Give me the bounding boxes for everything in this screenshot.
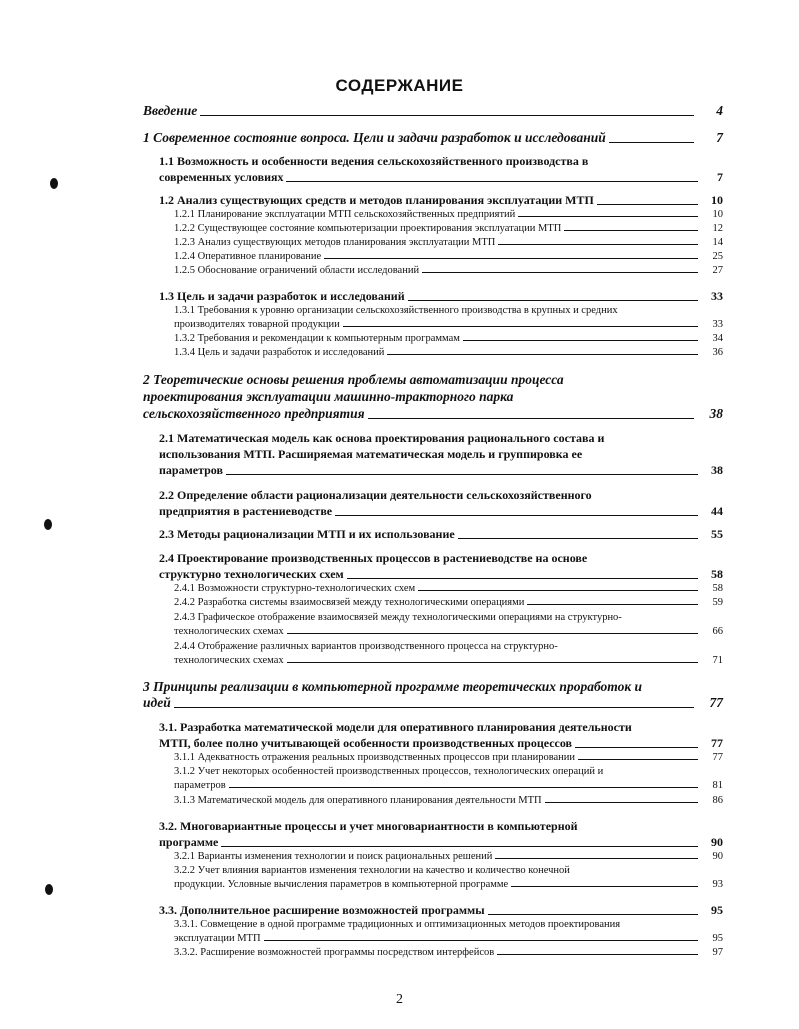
page-title: СОДЕРЖАНИЕ bbox=[335, 76, 464, 95]
leader-line bbox=[387, 354, 698, 355]
toc-entry-text: продукции. Условные вычисления параметров в компьютерной программе bbox=[174, 879, 509, 890]
toc-entry-1-3-2[interactable] bbox=[174, 333, 723, 344]
toc-entry-text: 3.1.1 Адекватность отражения реальных производственных процессов при планировании bbox=[174, 752, 576, 763]
toc-entry-text: 1.3 Цель и задачи разработок и исследований bbox=[159, 289, 405, 303]
toc-entry-2-3[interactable] bbox=[159, 527, 723, 542]
leader-line bbox=[287, 662, 698, 663]
toc-entry-text: структурно технологических схем bbox=[159, 567, 344, 581]
toc-entry-1-1[interactable] bbox=[159, 170, 723, 185]
toc-page-number: 38 bbox=[711, 463, 723, 477]
toc-entry-2-1[interactable] bbox=[159, 463, 723, 478]
toc-page-number: 27 bbox=[712, 265, 723, 276]
toc-entry-line: 2.4.3 Графическое отображение взаимосвязей между технологическими операциями на структурно- bbox=[174, 612, 622, 623]
toc-entry-line: 2.4.4 Отображение различных вариантов производственного процесса на структурно- bbox=[174, 641, 558, 652]
toc-entry-1-2-1[interactable] bbox=[174, 209, 723, 220]
toc-entry-1-2-2[interactable] bbox=[174, 223, 723, 234]
toc-entry-chapter-3[interactable] bbox=[143, 695, 723, 711]
leader-line bbox=[511, 886, 698, 887]
toc-page-number: 93 bbox=[712, 879, 723, 890]
toc-entry-1-2-5[interactable] bbox=[174, 265, 723, 276]
leader-line bbox=[463, 340, 698, 341]
leader-line bbox=[347, 578, 698, 579]
toc-page-number: 33 bbox=[711, 289, 723, 303]
leader-line bbox=[575, 747, 698, 748]
toc-entry-text: 3.3. Дополнительное расширение возможностей программы bbox=[159, 903, 485, 917]
toc-entry-line: 3.1.2 Учет некоторых особенностей производственных процессов, технологических операций и bbox=[174, 766, 604, 777]
toc-entry-3-1-3[interactable] bbox=[174, 795, 723, 806]
toc-entry-3-3-1[interactable] bbox=[174, 933, 723, 944]
toc-entry-text: 1 Современное состояние вопроса. Цели и задачи разработок и исследований bbox=[143, 130, 606, 145]
toc-entry-3-2-1[interactable] bbox=[174, 851, 723, 862]
leader-line bbox=[287, 633, 698, 634]
toc-entry-text: 1.2.4 Оперативное планирование bbox=[174, 251, 322, 262]
toc-page-number: 90 bbox=[712, 851, 723, 862]
toc-entry-3-2-2[interactable] bbox=[174, 879, 723, 890]
leader-line bbox=[518, 216, 698, 217]
toc-entry-2-4-3[interactable] bbox=[174, 626, 723, 637]
toc-entry-3-3[interactable] bbox=[159, 903, 723, 918]
toc-entry-text: 3.3.2. Расширение возможностей программы посредством интерфейсов bbox=[174, 947, 495, 958]
toc-entry-line: 2.1 Математическая модель как основа проектирования рационального состава и bbox=[159, 431, 605, 445]
toc-entry-3-3-2[interactable] bbox=[174, 947, 723, 958]
punch-hole-mark bbox=[44, 519, 52, 530]
toc-entry-text: программе bbox=[159, 835, 219, 849]
toc-entry-text: технологических схемах bbox=[174, 626, 284, 637]
toc-entry-1-2[interactable] bbox=[159, 193, 723, 208]
toc-entry-chapter-1[interactable] bbox=[143, 130, 723, 146]
leader-line bbox=[408, 300, 698, 301]
toc-entry-line: 2.4 Проектирование производственных процессов в растениеводстве на основе bbox=[159, 551, 588, 565]
toc-page-number: 81 bbox=[712, 780, 723, 791]
leader-line bbox=[368, 418, 694, 419]
toc-entry-1-3-1[interactable] bbox=[174, 319, 723, 330]
leader-line bbox=[264, 940, 698, 941]
toc-page-number: 95 bbox=[712, 933, 723, 944]
toc-page-number: 71 bbox=[712, 655, 723, 666]
toc-page-number: 59 bbox=[712, 597, 723, 608]
toc-page-number: 14 bbox=[712, 237, 723, 248]
toc-entry-text: 3.1.3 Математической модель для оперативного планирования деятельности МТП bbox=[174, 795, 542, 806]
toc-entry-line: 3.1. Разработка математической модели для оперативного планирования деятельности bbox=[159, 720, 632, 734]
toc-page-number: 97 bbox=[712, 947, 723, 958]
toc-entry-1-2-4[interactable] bbox=[174, 251, 723, 262]
leader-line bbox=[286, 181, 698, 182]
punch-hole-mark bbox=[45, 884, 53, 895]
leader-line bbox=[545, 802, 698, 803]
toc-entry-text: эксплуатации МТП bbox=[174, 933, 261, 944]
toc-entry-text: МТП, более полно учитывающей особенности производственных процессов bbox=[159, 736, 573, 750]
toc-page-number: 77 bbox=[709, 695, 723, 710]
toc-entry-2-4-4[interactable] bbox=[174, 655, 723, 666]
leader-line bbox=[564, 230, 698, 231]
toc-entry-text: параметров bbox=[159, 463, 223, 477]
toc-entry-text: 1.3.4 Цель и задачи разработок и исследований bbox=[174, 347, 385, 358]
toc-entry-2-2[interactable] bbox=[159, 504, 723, 519]
leader-line bbox=[422, 272, 698, 273]
toc-entry-text: современных условиях bbox=[159, 170, 284, 184]
leader-line bbox=[226, 474, 698, 475]
toc-entry-line: 1.3.1 Требования к уровню организации сельскохозяйственного производства в крупных и средних bbox=[174, 305, 618, 316]
leader-line bbox=[200, 115, 694, 116]
toc-page-number: 7 bbox=[716, 130, 723, 145]
leader-line bbox=[497, 954, 698, 955]
toc-entry-line: 1.1 Возможность и особенности ведения сельскохозяйственного производства в bbox=[159, 154, 589, 168]
toc-page-number: 77 bbox=[711, 736, 723, 750]
toc-entry-line: 2 Теоретические основы решения проблемы автоматизации процесса bbox=[143, 372, 564, 387]
toc-page-number: 86 bbox=[712, 795, 723, 806]
toc-entry-text: идей bbox=[143, 695, 171, 710]
toc-entry-line: 3.2.2 Учет влияния вариантов изменения технологии на качество и количество конечной bbox=[174, 865, 570, 876]
toc-page-number: 7 bbox=[717, 170, 723, 184]
toc-entry-text: 1.2 Анализ существующих средств и методов планирования эксплуатации МТП bbox=[159, 193, 594, 207]
toc-entry-chapter-2[interactable] bbox=[143, 406, 723, 422]
toc-entry-1-2-3[interactable] bbox=[174, 237, 723, 248]
toc-entry-2-4-1[interactable] bbox=[174, 583, 723, 594]
toc-entry-text: предприятия в растениеводстве bbox=[159, 504, 333, 518]
toc-page-number: 66 bbox=[712, 626, 723, 637]
leader-line bbox=[324, 258, 698, 259]
toc-entry-text: Введение bbox=[143, 103, 198, 118]
toc-page-number: 58 bbox=[712, 583, 723, 594]
toc-entry-3-2[interactable] bbox=[159, 835, 723, 850]
toc-page-number: 77 bbox=[712, 752, 723, 763]
toc-entry-1-3-4[interactable] bbox=[174, 347, 723, 358]
toc-entry-2-4[interactable] bbox=[159, 567, 723, 582]
toc-entry-text: 2.4.1 Возможности структурно-технологических схем bbox=[174, 583, 416, 594]
leader-line bbox=[488, 914, 698, 915]
toc-entry-text: технологических схемах bbox=[174, 655, 284, 666]
toc-entry-line: 3 Принципы реализации в компьютерной программе теоретических проработок и bbox=[143, 679, 643, 694]
leader-line bbox=[527, 604, 698, 605]
toc-entry-text: 3.2.1 Варианты изменения технологии и поиск рациональных решений bbox=[174, 851, 493, 862]
toc-entry-line: 2.2 Определение области рационализации деятельности сельскохозяйственного bbox=[159, 488, 592, 502]
toc-entry-line: 3.2. Многовариантные процессы и учет многовариантности в компьютерной bbox=[159, 819, 578, 833]
toc-entry-text: 2.4.2 Разработка системы взаимосвязей между технологическими операциями bbox=[174, 597, 525, 608]
toc-page-number: 44 bbox=[711, 504, 723, 518]
toc-page-number: 25 bbox=[712, 251, 723, 262]
toc-entry-1-3[interactable] bbox=[159, 289, 723, 304]
leader-line bbox=[495, 858, 698, 859]
toc-entry-line: проектирования эксплуатации машинно-тракторного парка bbox=[143, 389, 514, 404]
toc-page-number: 58 bbox=[711, 567, 723, 581]
toc-entry-line: 3.3.1. Совмещение в одной программе традиционных и оптимизационных методов проектирования bbox=[174, 919, 621, 930]
toc-entry-3-1-1[interactable] bbox=[174, 752, 723, 763]
leader-line bbox=[597, 204, 698, 205]
leader-line bbox=[418, 590, 698, 591]
toc-entry-text: производителях товарной продукции bbox=[174, 319, 340, 330]
toc-entry-text: 2.3 Методы рационализации МТП и их использование bbox=[159, 527, 455, 541]
toc-page-number: 10 bbox=[711, 193, 723, 207]
leader-line bbox=[221, 846, 698, 847]
leader-line bbox=[458, 538, 698, 539]
toc-entry-text: 1.2.1 Планирование эксплуатации МТП сельскохозяйственных предприятий bbox=[174, 209, 516, 220]
toc-entry-3-1[interactable] bbox=[159, 736, 723, 751]
toc-entry-text: 1.2.3 Анализ существующих методов планирования эксплуатации МТП bbox=[174, 237, 496, 248]
toc-entry-text: 1.2.2 Существующее состояние компьютеризации проектирования эксплуатации МТП bbox=[174, 223, 562, 234]
leader-line bbox=[578, 759, 698, 760]
toc-entry-text: сельскохозяйственного предприятия bbox=[143, 406, 365, 421]
toc-entry-text: 1.3.2 Требования и рекомендации к компьютерным программам bbox=[174, 333, 460, 344]
toc-page-number: 12 bbox=[712, 223, 723, 234]
leader-line bbox=[498, 244, 698, 245]
toc-page-number: 36 bbox=[712, 347, 723, 358]
toc-page-number: 55 bbox=[711, 527, 723, 541]
toc-page-number: 4 bbox=[716, 103, 723, 118]
toc-entry-text: 1.2.5 Обоснование ограничений области исследований bbox=[174, 265, 420, 276]
leader-line bbox=[174, 707, 694, 708]
toc-entry-line: использования МТП. Расширяемая математическая модель и группировка ее bbox=[159, 447, 583, 461]
toc-entry-text: параметров bbox=[174, 780, 226, 791]
toc-page-number: 38 bbox=[709, 406, 723, 421]
toc-entry-intro[interactable] bbox=[143, 103, 723, 119]
toc-page-number: 33 bbox=[712, 319, 723, 330]
toc-page-number: 34 bbox=[712, 333, 723, 344]
punch-hole-mark bbox=[50, 178, 58, 189]
leader-line bbox=[343, 326, 698, 327]
leader-line bbox=[229, 787, 698, 788]
toc-page-number: 90 bbox=[711, 835, 723, 849]
toc-entry-3-1-2[interactable] bbox=[174, 780, 723, 791]
toc-page-number: 10 bbox=[712, 209, 723, 220]
leader-line bbox=[335, 515, 698, 516]
toc-entry-2-4-2[interactable] bbox=[174, 597, 723, 608]
toc-page-number: 95 bbox=[711, 903, 723, 917]
leader-line bbox=[609, 142, 694, 143]
page-number: 2 bbox=[396, 992, 403, 1007]
